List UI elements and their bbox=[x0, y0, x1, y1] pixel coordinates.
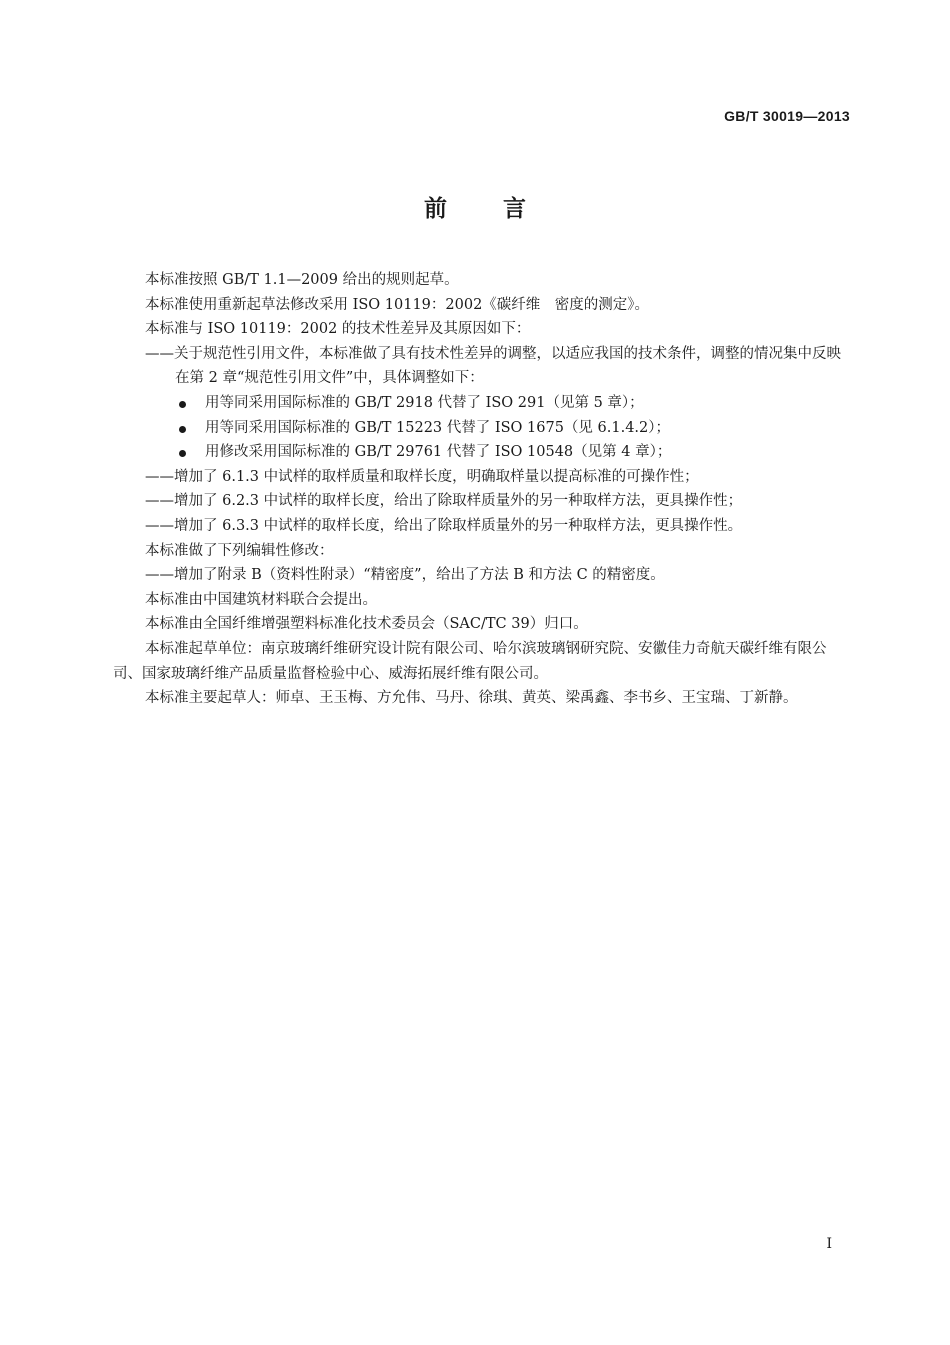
dash-item-annex-b: ——增加了附录 B（资料性附录）“精密度”，给出了方法 B 和方法 C 的精密度。 bbox=[145, 567, 665, 584]
bullet-item-text: 用等同采用国际标准的 GB/T 2918 代替了 ISO 291（见第 5 章）； bbox=[205, 394, 644, 411]
standard-code: GB/T 30019—2013 bbox=[724, 108, 850, 124]
dash-item-6-1-3: ——增加了 6.1.3 中试样的取样质量和取样长度，明确取样量以提高标准的可操作性； bbox=[145, 468, 699, 485]
dash-item-6-2-3: ——增加了 6.2.3 中试样的取样长度，给出了除取样质量外的另一种取样方法，更具操作性； bbox=[145, 493, 743, 510]
bullet-icon bbox=[179, 426, 186, 433]
page-number: I bbox=[826, 1236, 832, 1252]
paragraph-proposer: 本标准由中国建筑材料联合会提出。 bbox=[145, 591, 377, 608]
bullet-icon bbox=[179, 401, 186, 408]
dash-item-6-3-3: ——增加了 6.3.3 中试样的取样长度，给出了除取样质量外的另一种取样方法，更具操作性。 bbox=[145, 517, 743, 534]
bullet-item bbox=[113, 440, 853, 465]
document-body bbox=[113, 268, 853, 711]
bullet-item bbox=[113, 416, 853, 441]
bullet-item-text: 用修改采用国际标准的 GB/T 29761 代替了 ISO 10548（见第 4 章）； bbox=[205, 444, 672, 461]
bullet-icon bbox=[179, 450, 186, 457]
paragraph-editorial-changes: 本标准做了下列编辑性修改： bbox=[145, 542, 334, 559]
bullet-item bbox=[113, 391, 853, 416]
paragraph-drafters: 本标准主要起草人：师卓、王玉梅、方允伟、马丹、徐琪、黄英、梁禹鑫、李书乡、王宝瑞、丁新静。 bbox=[145, 690, 798, 707]
paragraph-drafting-rules: 本标准按照 GB/T 1.1—2009 给出的规则起草。 bbox=[145, 272, 459, 288]
bullet-item-text: 用等同采用国际标准的 GB/T 15223 代替了 ISO 1675（见 6.1.4.2）； bbox=[205, 419, 671, 436]
dash-item-normative-references: ——关于规范性引用文件，本标准做了具有技术性差异的调整，以适应我国的技术条件，调整的情况集中反映在第 2 章“规范性引用文件”中，具体调整如下： bbox=[145, 345, 841, 387]
paragraph-adoption-method: 本标准使用重新起草法修改采用 ISO 10119：2002《碳纤维 密度的测定》。 bbox=[145, 296, 650, 313]
paragraph-differences-intro: 本标准与 ISO 10119：2002 的技术性差异及其原因如下： bbox=[145, 321, 531, 338]
paragraph-drafting-units: 本标准起草单位：南京玻璃纤维研究设计院有限公司、哈尔滨玻璃钢研究院、安徽佳力奇航天碳纤维有限公司、国家玻璃纤维产品质量监督检验中心、威海拓展纤维有限公司。 bbox=[113, 640, 827, 682]
page-title: 前言 bbox=[424, 196, 582, 222]
paragraph-committee: 本标准由全国纤维增强塑料标准化技术委员会（SAC/TC 39）归口。 bbox=[145, 616, 588, 633]
